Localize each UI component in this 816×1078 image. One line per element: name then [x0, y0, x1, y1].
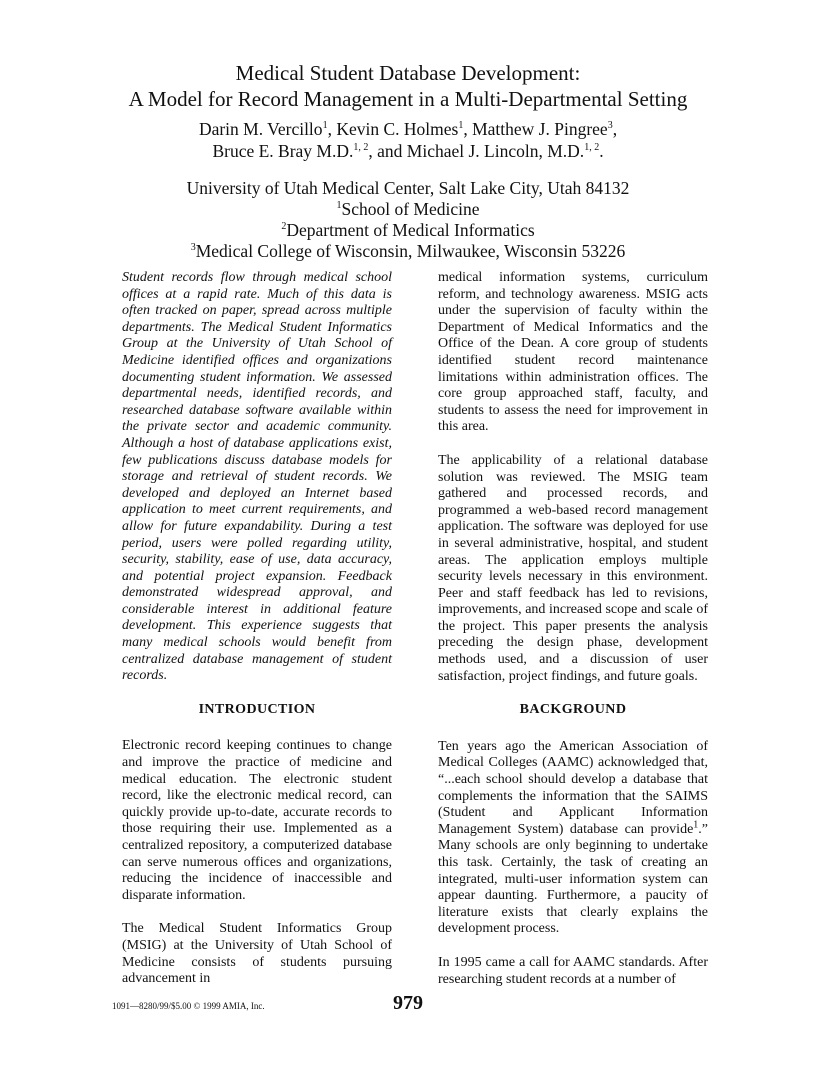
- introduction-paragraph-1: Electronic record keeping continues to change and improve the practice of medicine and medical education. The electronic student record, like the electronic medical record, can quickly provide up-to-date, accurate records to those requiring their use. Implemented as a centralized repository, a computerized database can serve numerous offices and organizations, reducing the incidence of inaccessible and disparate information.: [122, 738, 392, 903]
- background-paragraph-1: [438, 739, 708, 938]
- affiliation-text: Medical College of Wisconsin, Milwaukee, Wisconsin 53226: [195, 241, 626, 261]
- author-affiliation-mark: 1, 2: [584, 142, 600, 154]
- affiliation-text: Department of Medical Informatics: [286, 220, 535, 240]
- author-affiliation-mark: 1, 2: [353, 142, 369, 154]
- author-line-1: Darin M. Vercillo$^1$, Kevin C. Holmes$^1$, Matthew J. Pingree$^3$,: [198, 119, 618, 139]
- affiliation-1: [0, 199, 816, 220]
- author-name: and Michael J. Lincoln, M.D.: [377, 141, 585, 161]
- introduction-paragraph-2-continued: medical information systems, curriculum reform, and technology awareness. MSIG acts under the supervision of faculty within the Department of Medical Informatics and the Office of the Dean. A core group of students identified student record maintenance limitations within administration offices. The core group approached staff, faculty, and students to assess the need for improvement in this area.: [438, 270, 708, 435]
- author-affiliation-mark: 1: [458, 120, 464, 132]
- affiliation-mark: 3: [190, 242, 196, 254]
- affiliation-2: [0, 220, 816, 241]
- left-column: [122, 270, 392, 1005]
- background-paragraph-2: In 1995 came a call for AAMC standards. After researching student records at a number of: [438, 954, 708, 987]
- introduction-paragraph-3: The applicability of a relational database solution was reviewed. The MSIG team gathered and processed records, and programmed a web-based record management application. The software was deployed for use in several administrative, hospital, and student areas. The application employs multiple security levels necessary in this environment. Peer and staff feedback has led to revisions, improvements, and increased scope and scale of the project. This paper presents the analysis preceding the design phase, development methods used, and a discussion of user satisfaction, project findings, and future goals.: [438, 452, 708, 684]
- affiliation-main: University of Utah Medical Center, Salt Lake City, Utah 84132: [186, 178, 630, 198]
- title-line-2: A Model for Record Management in a Multi-Departmental Setting: [128, 87, 688, 111]
- affiliation-text: School of Medicine: [341, 199, 480, 219]
- affiliations: [0, 178, 816, 262]
- author-name: Kevin C. Holmes: [336, 119, 459, 139]
- author-line-2: Bruce E. Bray M.D.$^{1, 2}$, and Michael J. Lincoln, M.D.$^{1, 2}$.: [212, 141, 604, 161]
- affiliation-3: [0, 241, 816, 262]
- introduction-heading: INTRODUCTION: [198, 701, 316, 717]
- background-text: .” Many schools are only beginning to undertake this task. Certainly, the task of creating an integrated, multi-user information system can appear daunting. Furthermore, a paucity of literature exists that clearly explains the development process.: [438, 821, 708, 937]
- author-affiliation-mark: 3: [607, 120, 613, 132]
- introduction-paragraph-2: The Medical Student Informatics Group (MSIG) at the University of Utah School of Medicine consists of students pursuing advancement in: [122, 921, 392, 987]
- page-number: 979: [393, 992, 423, 1014]
- abstract: Student records flow through medical school offices at a rapid rate. Much of this data is often tracked on paper, spread across multiple departments. The Medical Student Informatics Group at the University of Utah School of Medicine identified offices and organizations documenting student information. We assessed departmental needs, identified records, and researched database software available within the private sector and academic community. Although a host of database applications exist, few publications discuss database models for storage and retrieval of student records. We developed and deployed an Internet based application to meet current requirements, and allow for future expandability. During a test period, users were polled regarding utility, security, stability, ease of use, data accuracy, and potential project expansion. Feedback demonstrated widespread approval, and considerable interest in additional feature development. This experience suggests that many medical schools would benefit from centralized database management of student records.: [122, 270, 392, 684]
- background-heading: BACKGROUND: [519, 702, 627, 718]
- affiliation-mark: 2: [281, 221, 287, 233]
- right-column: [438, 270, 708, 1005]
- title-line-1: Medical Student Database Development:: [235, 61, 581, 85]
- author-name: Matthew J. Pingree: [472, 119, 608, 139]
- citation-mark: 1: [693, 819, 699, 831]
- author-name: Darin M. Vercillo: [198, 119, 323, 139]
- paper-title: [0, 60, 816, 112]
- author-list: [0, 118, 816, 162]
- affiliation-mark: 1: [336, 200, 342, 212]
- author-affiliation-mark: 1: [322, 120, 328, 132]
- background-text: Ten years ago the American Association of Medical Colleges (AAMC) acknowledged that, “...each school should develop a database that complements the information that the SAIMS (Student and Applicant Information Management System) database can provide: [438, 738, 708, 837]
- copyright-notice: 1091—8280/99/$5.00 © 1999 AMIA, Inc.: [112, 1001, 265, 1011]
- author-name: Bruce E. Bray M.D.: [212, 141, 354, 161]
